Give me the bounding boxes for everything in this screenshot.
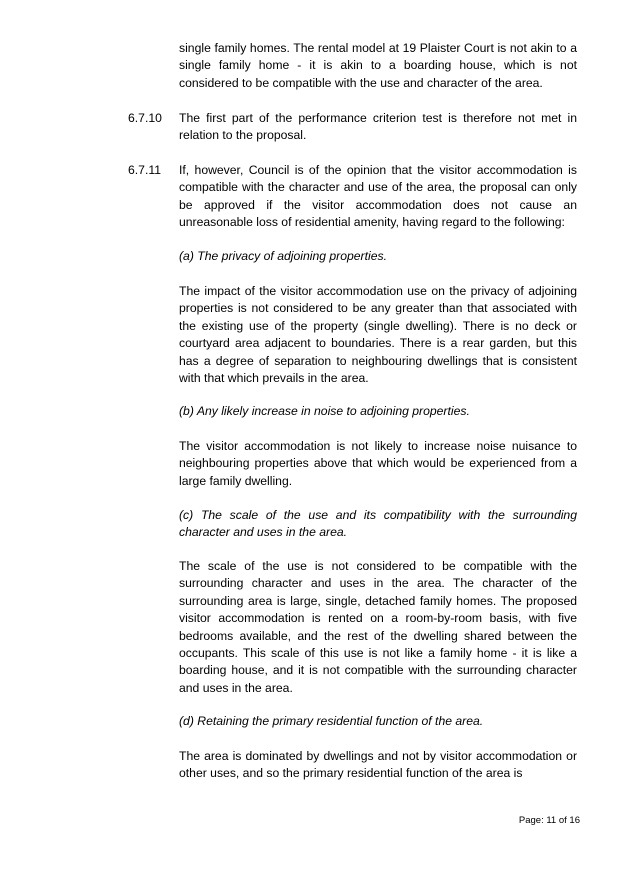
criterion-d-heading: (d) Retaining the primary residential function of the area. xyxy=(179,714,484,728)
section-number-6-7-11: 6.7.11 xyxy=(128,163,161,177)
page-number: Page: 11 of 16 xyxy=(518,815,580,826)
criterion-c-body: The scale of the use is not considered to be compatible with the surrounding character and uses in the area. The character of the surrounding area is large, single, detached family homes. The proposed visitor accommodation is rented on a room-by-room basis, with five bedrooms available, and the rest of the dwelling shared between the occupants. This scale of this use is not like a family home - it is like a boarding house, and it is not compatible with the surrounding character and uses in the area. xyxy=(179,559,577,695)
section-number-6-7-10: 6.7.10 xyxy=(128,111,162,125)
criterion-b-heading: (b) Any likely increase in noise to adjoining properties. xyxy=(179,404,470,418)
paragraph-6-7-11: If, however, Council is of the opinion that the visitor accommodation is compatible with the character and use of the area, the proposal can only be approved if the visitor accommodation does not cause an unreasonable loss of residential amenity, having regard to the following: xyxy=(179,163,577,230)
criterion-d-body: The area is dominated by dwellings and not by visitor accommodation or other uses, and so the primary residential function of the area is xyxy=(179,749,577,781)
criterion-a-body: The impact of the visitor accommodation use on the privacy of adjoining properties is not considered to be any greater than that associated with the existing use of the property (single dwelling). There is no deck or courtyard area adjacent to boundaries. There is a rear garden, but this has a degree of separation to neighbouring dwellings that is consistent with that which prevails in the area. xyxy=(179,284,577,386)
continued-paragraph: single family homes. The rental model at 19 Plaister Court is not akin to a single family home - it is akin to a boarding house, which is not considered to be compatible with the use and character of the area. xyxy=(179,41,577,90)
paragraph-6-7-10: The first part of the performance criterion test is therefore not met in relation to the proposal. xyxy=(179,111,577,143)
criterion-b-body: The visitor accommodation is not likely to increase noise nuisance to neighbouring properties above that which would be experienced from a large family dwelling. xyxy=(179,439,577,488)
criterion-a-heading: (a) The privacy of adjoining properties. xyxy=(179,249,387,263)
criterion-c-heading: (c) The scale of the use and its compatibility with the surrounding character and uses in the area. xyxy=(179,508,577,540)
